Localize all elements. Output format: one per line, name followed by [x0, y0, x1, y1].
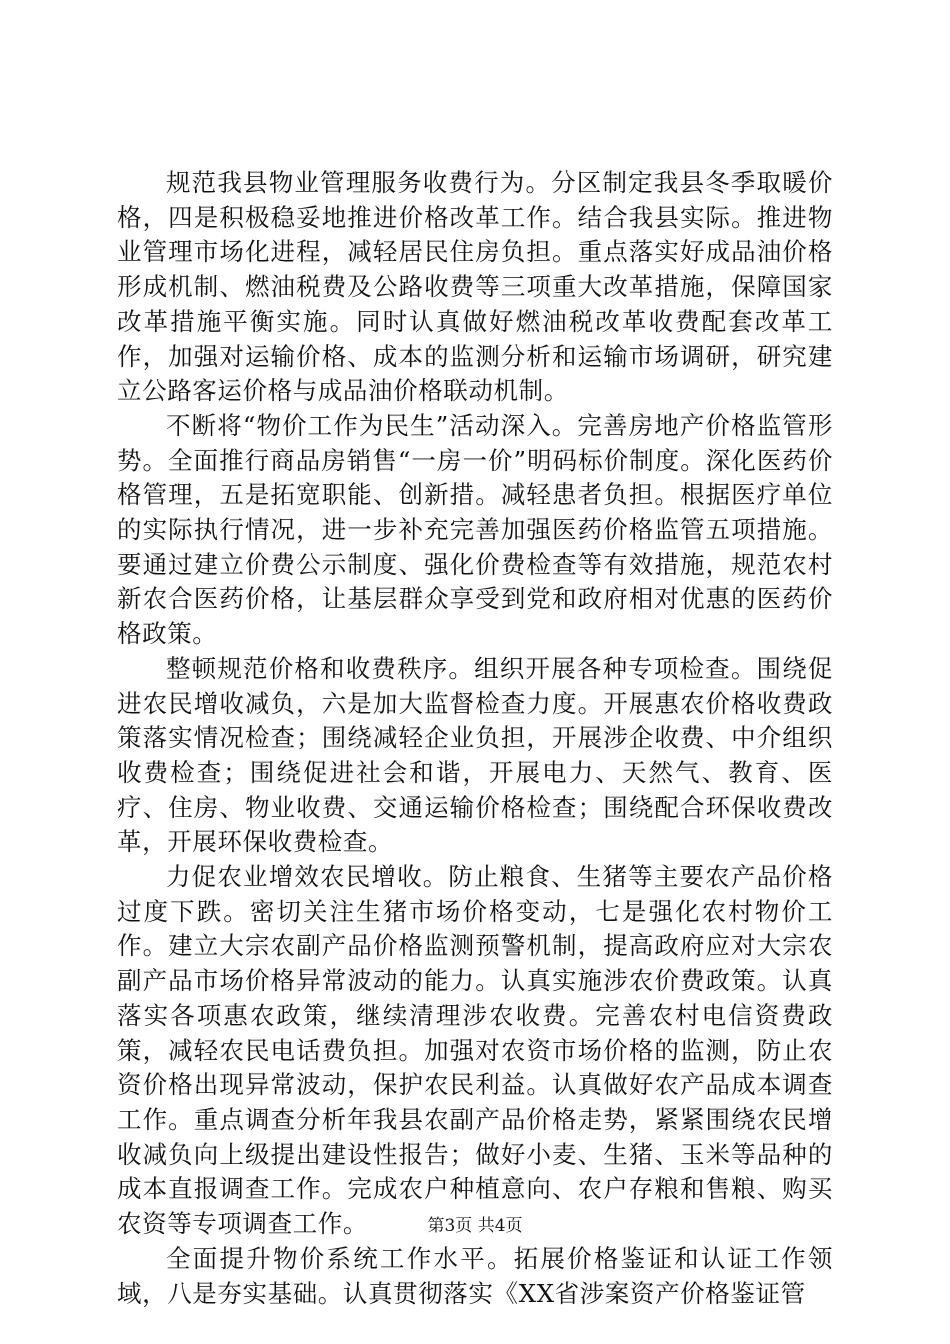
paragraph-1: 规范我县物业管理服务收费行为。分区制定我县冬季取暖价格，四是积极稳妥地推进价格改革工作。结合我县实际。推进物业管理市场化进程，减轻居民住房负担。重点落实好成品油价格形成机制、燃油税费及公路收费等三项重大改革措施，保障国家改革措施平衡实施。同时认真做好燃油税改革收费配套改革工作，加强对运输价格、成本的监测分析和运输市场调研，研究建立公路客运价格与成品油价格联动机制。 [117, 168, 833, 406]
page-number-footer: 第3页 共4页 [427, 1216, 523, 1236]
paragraph-2: 不断将“物价工作为民生”活动深入。完善房地产价格监管形势。全面推行商品房销售“一房一价”明码标价制度。深化医药价格管理，五是拓宽职能、创新措。减轻患者负担。根据医疗单位的实际执行情况，进一步补充完善加强医药价格监管五项措施。要通过建立价费公示制度、强化价费检查等有效措施，规范农村新农合医药价格，让基层群众享受到党和政府相对优惠的医药价格政策。 [117, 410, 833, 649]
paragraph-3: 整顿规范价格和收费秩序。组织开展各种专项检查。围绕促进农民增收减负，六是加大监督检查力度。开展惠农价格收费政策落实情况检查；围绕减轻企业负担，开展涉企收费、中介组织收费检查；围绕促进社会和谐，开展电力、天然气、教育、医疗、住房、物业收费、交通运输价格检查；围绕配合环保收费改革，开展环保收费检查。 [117, 653, 833, 857]
paragraph-4: 力促农业增效农民增收。防止粮食、生猪等主要农产品价格过度下跌。密切关注生猪市场价格变动，七是强化农村物价工作。建立大宗农副产品价格监测预警机制，提高政府应对大宗农副产品市场价格异常波动的能力。认真实施涉农价费政策。认真落实各项惠农政策，继续清理涉农收费。完善农村电信资费政策，减轻农民电话费负担。加强对农资市场价格的监测，防止农资价格出现异常波动，保护农民利益。认真做好农产品成本调查工作。重点调查分析年我县农副产品价格走势，紧紧围绕农民增收减负向上级提出建设性报告；做好小麦、生猪、玉米等品种的成本直报调查工作。完成农户种植意向、农户存粮和售粮、购买农资等专项调查工作。 [117, 862, 833, 1239]
paragraph-5: 全面提升物价系统工作水平。拓展价格鉴证和认证工作领域，八是夯实基础。认真贯彻落实《XX省涉案资产价格鉴证管 [117, 1243, 833, 1308]
document-body [117, 166, 833, 1311]
